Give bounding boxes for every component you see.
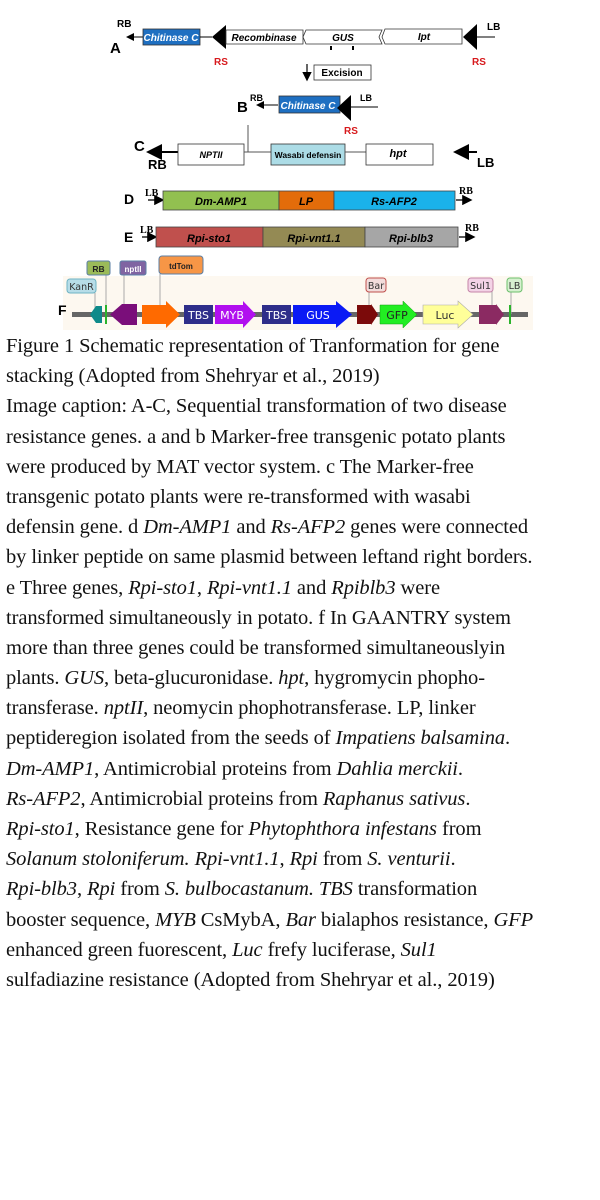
caption-run: , Antimicrobial proteins from <box>94 757 337 780</box>
caption-italic-run: GFP <box>493 908 534 931</box>
lb-callout-label: LB <box>508 281 521 292</box>
recombinase-label: Recombinase <box>231 33 297 44</box>
luc-label: Luc <box>435 309 455 322</box>
ipt-label: Ipt <box>417 32 431 43</box>
caption-italic-run: nptII <box>103 697 144 720</box>
rpi-blb3-label: Rpi-blb3 <box>389 233 433 245</box>
rpi-vnt1-label: Rpi-vnt1.1 <box>287 233 341 245</box>
panel-e-rb-label: RB <box>465 223 479 234</box>
rb-callout-label: RB <box>92 264 105 274</box>
caption-line <box>6 935 600 965</box>
caption-italic-run: Rpi-vnt1.1 <box>206 576 292 599</box>
rpi-sto1-label: Rpi-sto1 <box>187 233 231 245</box>
caption-line <box>6 693 600 723</box>
lp-label: LP <box>298 196 314 208</box>
panel-b-rb-label: RB <box>250 93 263 103</box>
caption-run: . <box>465 787 471 810</box>
caption-italic-run: Rpi <box>289 848 318 871</box>
caption-italic-run: Rs-AFP2 <box>270 516 346 539</box>
panel-f-letter: F <box>58 302 67 318</box>
caption-run: , <box>76 878 88 901</box>
caption-italic-run: Rpi <box>87 878 116 901</box>
caption-run: peptideregion isolated from the seeds of <box>6 727 336 750</box>
caption-run: . <box>505 727 511 750</box>
caption-line <box>6 754 600 784</box>
panel-e-lb-label: LB <box>140 225 154 236</box>
nptii-callout-label: nptII <box>124 265 142 274</box>
panel-b-rs-label: RS <box>344 126 358 137</box>
caption-italic-run: S. bulbocastanum. TBS <box>164 878 353 901</box>
panel-d-letter: D <box>124 191 135 207</box>
caption-run: , <box>279 848 290 871</box>
caption-run: , neomycin phophotransferase. LP, linker <box>143 697 476 720</box>
caption-line <box>6 542 600 572</box>
caption-run: from <box>317 848 368 871</box>
rb-marker <box>105 305 107 324</box>
panel-c-rb-label: RB <box>148 157 167 172</box>
excision-label: Excision <box>321 68 363 79</box>
caption-run: . <box>450 848 456 871</box>
caption-run: plants. <box>6 667 65 690</box>
panel-d-rb-label: RB <box>459 186 473 197</box>
caption-run: Image caption: A-C, Sequential transformation of two disease <box>6 395 507 418</box>
tbs-label-1: TBS <box>187 309 210 322</box>
caption-run: transformation <box>352 878 478 901</box>
caption-run: , <box>196 576 207 599</box>
caption-italic-run: Sul1 <box>400 938 437 961</box>
caption-run: CsMybA, <box>195 908 286 931</box>
gus-label: GUS <box>332 33 354 44</box>
rs-left-triangle-icon <box>212 25 226 49</box>
panel-a-rb-label: RB <box>117 19 132 30</box>
panel-d <box>124 186 473 210</box>
figure-caption <box>6 331 600 995</box>
caption-run: transgenic potato plants were re-transformed with wasabi <box>6 485 471 508</box>
rs-right-label: RS <box>472 57 486 68</box>
caption-run: and <box>291 576 332 599</box>
caption-italic-run: Bar <box>285 908 316 931</box>
caption-run: by linker peptide on same plasmid between leftand right borders. <box>6 546 533 569</box>
caption-line <box>6 603 600 633</box>
caption-run: stacking (Adopted from Shehryar et al., 2019) <box>6 365 380 388</box>
caption-line <box>6 965 600 995</box>
caption-run: . <box>457 757 463 780</box>
caption-run: transferase. <box>6 697 104 720</box>
caption-run: resistance genes. a and b Marker-free transgenic potato plants <box>6 425 506 448</box>
caption-run: booster sequence, <box>6 908 156 931</box>
caption-italic-run: Rpi-sto1 <box>6 818 75 840</box>
caption-line <box>6 512 600 542</box>
panel-d-lb-label: LB <box>145 188 159 199</box>
caption-run: more than three genes could be transformed simultaneouslyin <box>6 636 506 659</box>
panel-c-letter: C <box>134 138 145 155</box>
lb-marker <box>509 305 511 324</box>
caption-run: frefy luciferase, <box>262 938 401 961</box>
caption-italic-run: Dm-AMP1 <box>143 516 232 539</box>
rs-left-label: RS <box>214 57 228 68</box>
caption-line <box>6 482 600 512</box>
caption-italic-run: MYB <box>155 908 196 931</box>
caption-run: bialaphos resistance, <box>315 908 494 931</box>
caption-line <box>6 633 600 663</box>
caption-line <box>6 573 600 603</box>
caption-line <box>6 422 600 452</box>
panel-f <box>58 256 533 330</box>
caption-run: enhanced green fuorescent, <box>6 938 233 961</box>
panel-a-letter: A <box>110 40 121 57</box>
caption-italic-run: Raphanus sativus <box>322 787 466 810</box>
nptii-label: NPTII <box>199 150 223 160</box>
caption-italic-run: Rs-AFP2 <box>6 787 81 810</box>
caption-run: , beta-glucuronidase. <box>103 667 279 690</box>
gene-stacking-figure <box>0 0 600 330</box>
dm-amp1-label: Dm-AMP1 <box>195 196 247 208</box>
rs-afp2-label: Rs-AFP2 <box>371 196 417 208</box>
caption-run: from <box>436 818 482 840</box>
panel-c <box>134 138 494 172</box>
caption-italic-run: GUS <box>64 667 104 690</box>
panel-a <box>110 19 500 80</box>
tdtom-callout-label: tdTom <box>169 262 193 271</box>
bar-callout-label: Bar <box>367 281 385 292</box>
hpt-label: hpt <box>389 148 407 160</box>
caption-run: from <box>115 878 165 901</box>
caption-run: defensin gene. d <box>6 516 144 539</box>
caption-run: e Three genes, <box>6 576 129 599</box>
caption-run: and <box>231 516 271 539</box>
caption-run: , hygromycin phopho- <box>304 667 485 690</box>
tbs-label-2: TBS <box>265 309 288 322</box>
caption-italic-run: hpt <box>278 667 305 690</box>
caption-run: genes were connected <box>345 516 528 539</box>
caption-italic-run: Impatiens balsamina <box>335 727 505 750</box>
caption-line <box>6 361 600 391</box>
kanr-label: KanR <box>69 282 94 293</box>
caption-line <box>6 844 600 874</box>
caption-run: transformed simultaneously in potato. f In GAANTRY system <box>6 606 511 629</box>
panel-c-lb-label: LB <box>477 155 495 170</box>
caption-italic-run: S. venturii <box>367 848 451 871</box>
caption-italic-run: Rpi-blb3 <box>6 878 77 901</box>
panel-b <box>237 93 378 152</box>
caption-line <box>6 814 600 844</box>
sul1-callout-label: Sul1 <box>470 281 491 292</box>
wasabi-defensin-label: Wasabi defensin <box>274 150 342 160</box>
caption-line <box>6 331 600 361</box>
caption-line <box>6 874 600 904</box>
caption-italic-run: Solanum stoloniferum. Rpi-vnt1.1 <box>6 848 280 871</box>
chitinase-c-label-b: Chitinase C <box>280 101 336 112</box>
caption-italic-run: Dahlia merckii <box>336 757 458 780</box>
panel-a-lb-label: LB <box>487 22 501 33</box>
caption-run: were produced by MAT vector system. c The Marker-free <box>6 455 474 478</box>
panel-e-letter: E <box>124 229 134 245</box>
caption-italic-run: Phytophthora infestans <box>248 818 437 840</box>
caption-line <box>6 905 600 935</box>
gfp-label: GFP <box>386 309 408 322</box>
caption-line <box>6 723 600 753</box>
caption-run: sulfadiazine resistance (Adopted from Shehryar et al., 2019) <box>6 968 495 991</box>
caption-italic-run: Dm-AMP1 <box>6 757 95 780</box>
caption-run: Figure 1 Schematic representation of Tranformation for gene <box>6 335 500 357</box>
myb-label: MYB <box>220 309 244 322</box>
caption-line <box>6 452 600 482</box>
caption-italic-run: Luc <box>232 938 263 961</box>
caption-italic-run: Rpiblb3 <box>331 576 396 599</box>
panel-e <box>124 223 479 247</box>
caption-line <box>6 663 600 693</box>
rs-right-triangle-icon <box>463 24 477 50</box>
caption-line <box>6 391 600 421</box>
caption-italic-run: Rpi-sto1 <box>128 576 197 599</box>
caption-line <box>6 784 600 814</box>
caption-run: were <box>395 576 440 599</box>
chitinase-c-label: Chitinase C <box>143 33 199 44</box>
caption-run: , Resistance gene for <box>74 818 249 840</box>
caption-run: , Antimicrobial proteins from <box>80 787 323 810</box>
panel-b-letter: B <box>237 99 248 116</box>
panel-b-lb-label: LB <box>360 93 372 103</box>
gus-feature-label: GUS <box>306 309 330 322</box>
